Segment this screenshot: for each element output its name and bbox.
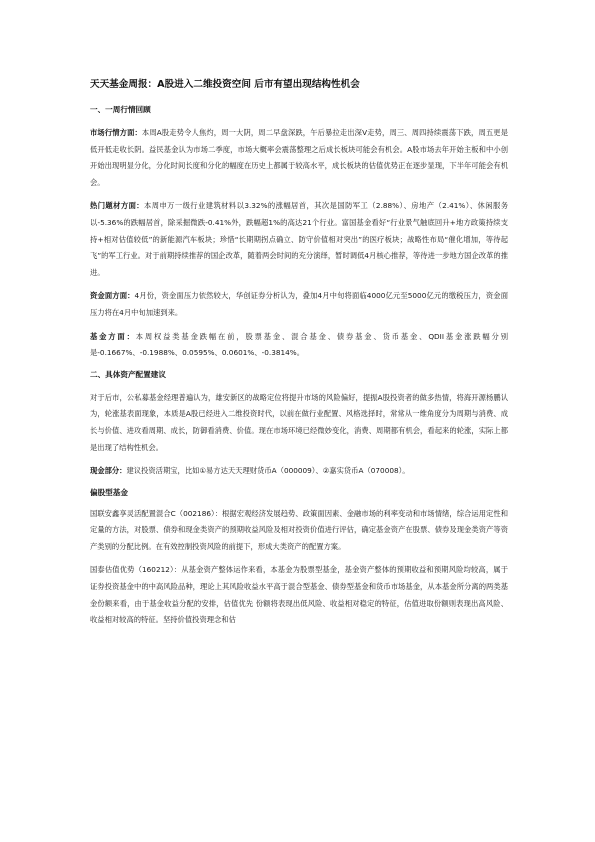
section-heading-weekly-review: 一、一周行情回顾 — [90, 105, 151, 114]
paragraph-fund — [90, 329, 508, 362]
paragraph-market — [90, 125, 508, 191]
label-hot-topics: 热门题材方面： — [90, 201, 145, 211]
subheading-equity-funds: 偏股型基金 — [90, 487, 128, 497]
text-market: 本周A股走势令人焦灼，周一大阴，周二早盘深跌，午后暴拉走出深V走势，周三、周四持续震荡下跌，周五更是低开低走收长阴。益民基金认为市场二季度，市场大概率会震荡整理之后成长板块可能会有机会。A股市场去年开始主板和中小创开始出现明显分化，分化时间长度和分化的幅度在历史上都属于较高水平，成长板块的估值优势正在逐步显现，下半年可能会有机会。 — [90, 128, 509, 187]
text-capital: 4月份，资金面压力依然较大，华创证券分析认为，叠加4月中旬将面临4000亿元至5000亿元的缴税压力，资金面压力将在4月中旬加速到来。 — [90, 291, 509, 317]
text-hot-topics: 本周申万一级行业建筑材料以3.32%的涨幅居首，其次是国防军工（2.88%）、房地产（2.41%）、休闲服务以-5.36%的跌幅居首，除采掘微跌-0.41%外，跌幅超1%的高达21个行业。富国基金看好“行业景气触底回升+地方政策持续支持+相对估值较低”的新能源汽车板块；珍惜“长期期拐点确立、防守价值相对突出”的医疗板块；战略性布局“催化增加，等待起飞”的军工行业。对于前期持续推荐的国企改革，随着两会时间的充分演绎，暂时调低4月核心推荐，等待进一步地方国企改革的推进。 — [90, 201, 508, 277]
section-heading-allocation: 二、具体资产配置建议 — [90, 369, 166, 379]
text-cash: 建议投资活期宝，比如①易方达天天理财货币A（000009）、②嘉实货币A（070008）。 — [126, 466, 410, 476]
label-capital: 资金面方面： — [90, 291, 135, 301]
paragraph-hot-topics — [90, 198, 508, 281]
page-title: 天天基金周报：A股进入二维投资空间 后市有望出现结构性机会 — [90, 79, 360, 90]
text-fund: 本周权益类基金跌幅在前，股票基金、混合基金、债券基金、货币基金、QDII基金涨跌幅分别是-0.1667%、-0.1988%、0.0595%、0.0601%、-0.3814%。 — [90, 331, 508, 358]
paragraph-cash — [90, 463, 508, 480]
label-fund: 基金方面： — [90, 331, 136, 341]
document-page — [90, 78, 508, 633]
label-cash: 现金部分： — [90, 466, 127, 476]
label-market: 市场行情方面： — [90, 128, 142, 137]
paragraph-capital — [90, 288, 508, 321]
paragraph-outlook: 对于后市，公私募基金经理普遍认为，雄安新区的战略定位将提升市场的风险偏好，提振A股投资者的做多热情，将海开源杨鹏认为，轮涨基表面现象，本质是A股已经进入二维投资时代，以前在做行业配置、风格选择时，常常从一维角度分为周期与消费、成长与价值、进攻看周期、成长，防御看消费、价值。现在市场环境已经微妙变化，消费、周期都有机会，看起来的轮涨，实际上都是出现了结构性机会。 — [90, 392, 508, 452]
paragraph-fund-guotai: 国泰估值优势（160212）：从基金资产整体运作来看，本基金为股票型基金，基金资产整体的预期收益和预期风险均较高，属于证券投资基金中的中高风险品种，理论上其风险收益水平高于混合型基金、债券型基金和货币市场基金，从本基金所分离的两类基金份额来看，由于基金收益分配的安排，估值优先 份额将表现出低风险、收益相对稳定的特征，估值进取份额则表现出高风险、收益相对较高的特征。坚持价值投资理念和估 — [90, 565, 508, 625]
paragraph-fund-guolianan: 国联安鑫享灵活配置混合C（002186）：根据宏观经济发展趋势、政策面因素、金融市场的利率变动和市场情绪，综合运用定性和定量的方法，对股票、债券和现金类资产的预期收益风险及相对投资价值进行评估，确定基金资产在股票、债券及现金类资产等资产类别的分配比例。在有效控制投资风险的前提下，形成大类资产的配置方案。 — [90, 508, 508, 551]
